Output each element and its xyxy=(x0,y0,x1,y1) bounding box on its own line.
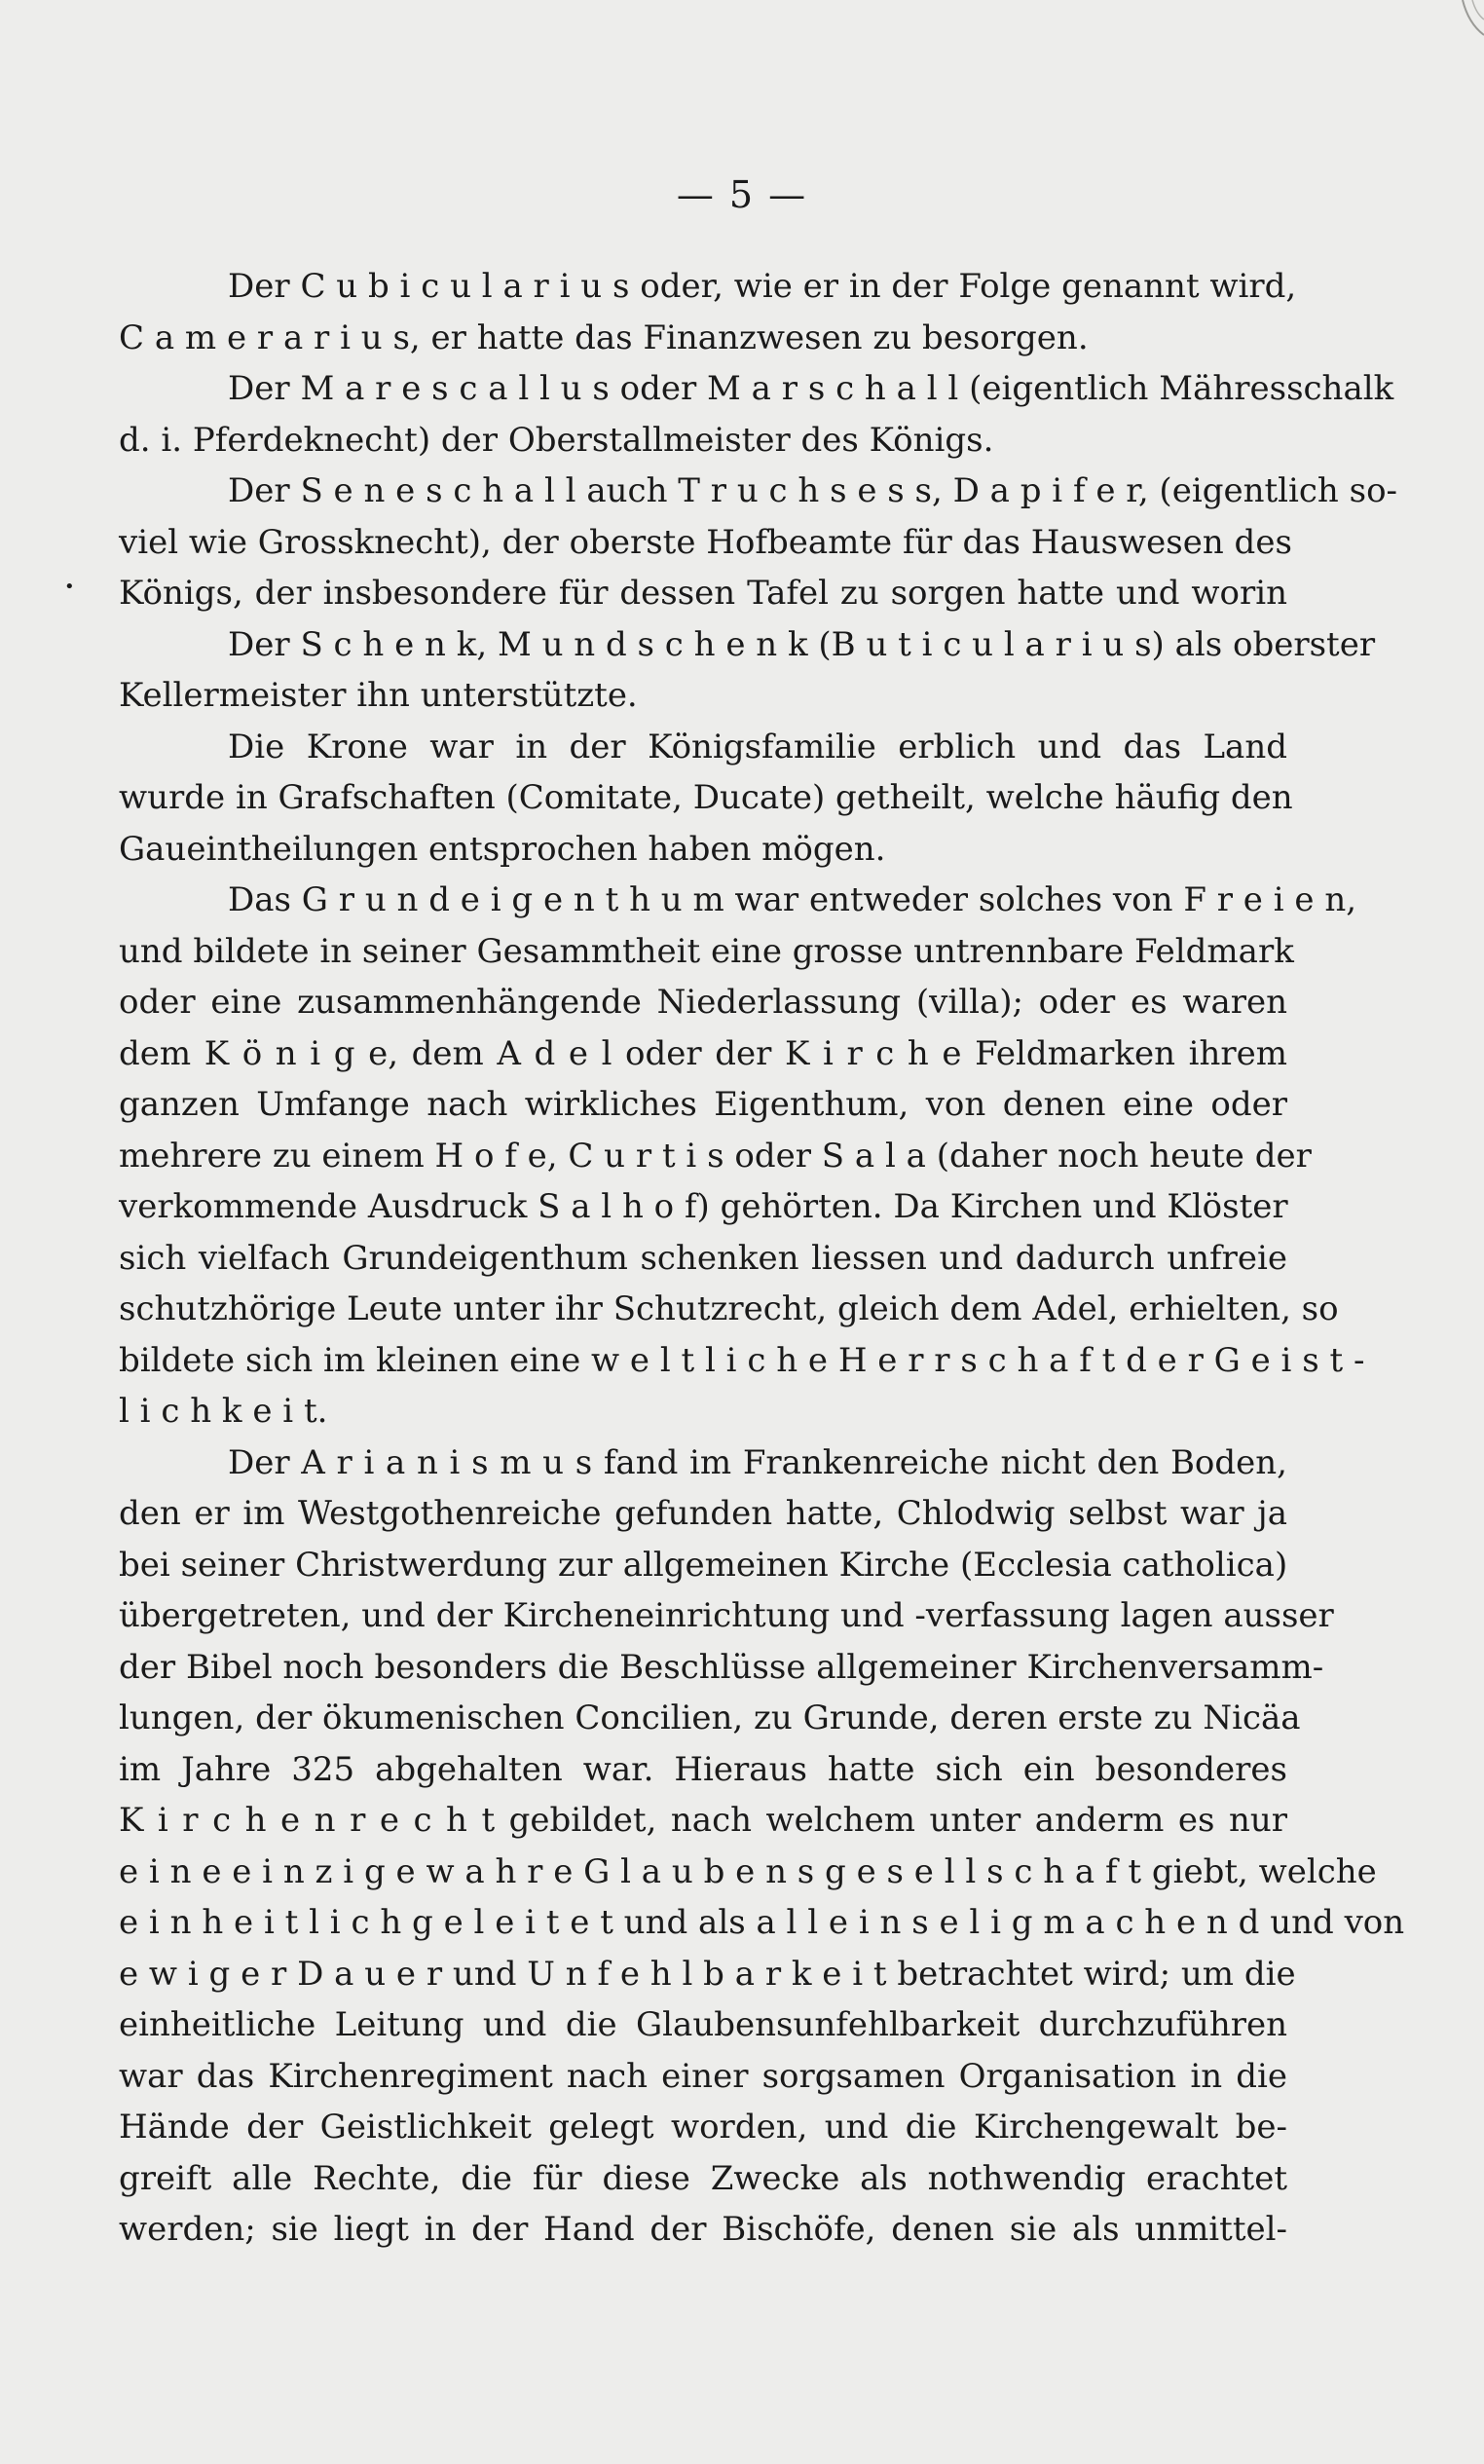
text-line: sich vielfach Grundeigenthum schenken liessen und dadurch unfreie xyxy=(119,1238,1287,1278)
text-line: e i n h e i t l i c h g e l e i t e t und als a l l e i n s e l i g m a c h e n d und von xyxy=(119,1903,1405,1942)
text-line: bildete sich im kleinen eine w e l t l i c h e H e r r s c h a f t d e r G e i s t - xyxy=(119,1340,1365,1380)
text-line: Die Krone war in der Königsfamilie erblich und das Land xyxy=(228,727,1287,766)
text-line: Der C u b i c u l a r i u s oder, wie er in der Folge genannt wird, xyxy=(228,267,1297,306)
text-line: lungen, der ökumenischen Concilien, zu Grunde, deren erste zu Nicäa xyxy=(119,1699,1301,1737)
text-line: der Bibel noch besonders die Beschlüsse allgemeiner Kirchenversamm- xyxy=(119,1647,1324,1687)
text-line: im Jahre 325 abgehalten war. Hieraus hatte sich ein besonderes xyxy=(119,1749,1287,1789)
text-line: Der S c h e n k, M u n d s c h e n k (B u t i c u l a r i u s) als oberster xyxy=(228,624,1376,664)
text-line: d. i. Pferdeknecht) der Oberstallmeister des Königs. xyxy=(119,420,994,460)
text-line: ganzen Umfange nach wirkliches Eigenthum, von denen eine oder xyxy=(119,1085,1287,1124)
text-line: K i r c h e n r e c h t gebildet, nach welchem unter anderm es nur xyxy=(119,1801,1287,1840)
text-line: Der M a r e s c a l l u s oder M a r s c h a l l (eigentlich Mähresschalk xyxy=(228,369,1394,408)
text-line: Kellermeister ihn unterstützte. xyxy=(119,676,638,715)
text-line: übergetreten, und der Kircheneinrichtung und -verfassung lagen ausser xyxy=(119,1596,1334,1635)
text-line: l i c h k e i t. xyxy=(119,1392,328,1431)
text-line: Hände der Geistlichkeit gelegt worden, und die Kirchengewalt be- xyxy=(119,2108,1287,2147)
page-corner-fold-icon xyxy=(1445,0,1484,58)
text-line: Das G r u n d e i g e n t h u m war entweder solches von F r e i e n, xyxy=(228,880,1357,919)
text-line: einheitliche Leitung und die Glaubensunfehlbarkeit durchzuführen xyxy=(119,2005,1287,2044)
text-line: und bildete in seiner Gesammtheit eine grosse untrennbare Feldmark xyxy=(119,931,1294,971)
text-line: oder eine zusammenhängende Niederlassung (villa); oder es waren xyxy=(119,983,1287,1022)
text-line: e w i g e r D a u e r und U n f e h l b a r k e i t betrachtet wird; um die xyxy=(119,1954,1296,1994)
text-line: Gaueintheilungen entsprochen haben mögen. xyxy=(119,829,886,869)
text-line: e i n e e i n z i g e w a h r e G l a u b e n s g e s e l l s c h a f t giebt, welche xyxy=(119,1851,1377,1891)
text-line: dem K ö n i g e, dem A d e l oder der K i r c h e Feldmarken ihrem xyxy=(119,1033,1287,1073)
text-line: greift alle Rechte, die für diese Zwecke als nothwendig erachtet xyxy=(119,2158,1287,2198)
body-text xyxy=(119,261,1405,2256)
text-line: verkommende Ausdruck S a l h o f) gehörten. Da Kirchen und Klöster xyxy=(119,1187,1288,1226)
text-line: C a m e r a r i u s, er hatte das Finanzwesen zu besorgen. xyxy=(119,317,1089,357)
text-line: schutzhörige Leute unter ihr Schutzrecht, gleich dem Adel, erhielten, so xyxy=(119,1289,1339,1328)
text-line: den er im Westgothenreiche gefunden hatte, Chlodwig selbst war ja xyxy=(119,1494,1287,1533)
text-line: wurde in Grafschaften (Comitate, Ducate) getheilt, welche häufig den xyxy=(119,778,1293,817)
text-line: Königs, der insbesondere für dessen Tafel zu sorgen hatte und worin xyxy=(119,574,1287,613)
margin-mark: • xyxy=(64,577,75,597)
text-line: war das Kirchenregiment nach einer sorgsamen Organisation in die xyxy=(119,2056,1287,2096)
text-line: Der A r i a n i s m u s fand im Frankenreiche nicht den Boden, xyxy=(228,1442,1287,1482)
page-number: — 5 — xyxy=(676,173,808,216)
text-line: viel wie Grossknecht), der oberste Hofbeamte für das Hauswesen des xyxy=(119,522,1292,562)
text-line: bei seiner Christwerdung zur allgemeinen Kirche (Ecclesia catholica) xyxy=(119,1545,1288,1585)
text-line: mehrere zu einem H o f e, C u r t i s oder S a l a (daher noch heute der xyxy=(119,1136,1312,1176)
text-line: werden; sie liegt in der Hand der Bischöfe, denen sie als unmittel- xyxy=(119,2210,1287,2249)
text-line: Der S e n e s c h a l l auch T r u c h s e s s, D a p i f e r, (eigentlich so- xyxy=(228,471,1398,510)
